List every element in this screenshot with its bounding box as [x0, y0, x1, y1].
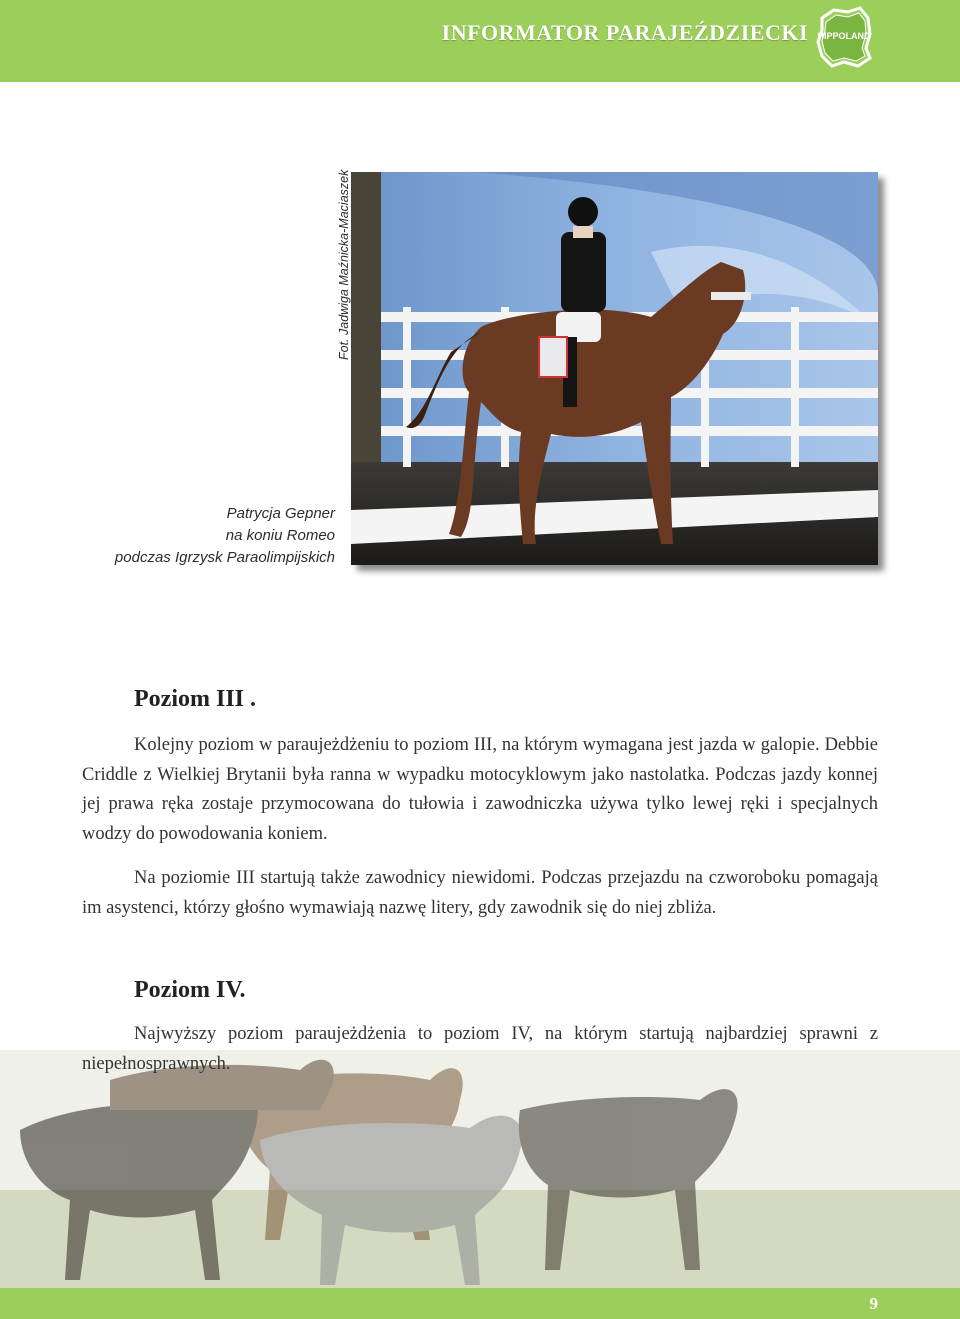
caption-line: podczas Igrzysk Paraolimpijskich	[114, 549, 335, 566]
logo-text: HIPPOLAND	[817, 31, 871, 41]
photo-caption	[60, 503, 335, 569]
section-heading-level-3: Poziom III .	[134, 686, 256, 712]
header-bar	[0, 0, 960, 82]
paragraph: Najwyższy poziom paraujeżdżenia to poziom IV, na którym startują najbardziej sprawni z niepełnosprawnych.	[82, 1024, 878, 1074]
section-heading-level-4: Poziom IV.	[134, 977, 246, 1003]
brand-title: INFORMATOR PARAJEŹDZIECKI	[441, 20, 808, 45]
page-number: 9	[869, 1294, 878, 1313]
rider-horse-image	[351, 172, 878, 565]
dressage-photo	[351, 172, 878, 565]
photo-credit: Fot. Jadwiga Maźnicka-Maciaszek	[337, 169, 351, 360]
footer-bar	[0, 1288, 960, 1319]
caption-line: Patrycja Gepner	[226, 505, 335, 522]
caption-line: na koniu Romeo	[225, 527, 335, 544]
paragraph: Na poziomie III startują także zawodnicy niewidomi. Podczas przejazdu na czworoboku pomagają im asystenci, którzy głośno wymawiają nazwę litery, gdy zawodnik się do niej zbliża.	[82, 868, 878, 918]
hippoland-logo	[814, 4, 874, 70]
paragraph: Kolejny poziom w paraujeżdżeniu to poziom III, na którym wymagana jest jazda w galopie. Debbie Criddle z Wielkiej Brytanii była ranna w wypadku motocyklowym jako nastolatka. Podczas jazdy konnej jej prawa ręka zostaje przymocowana do tułowia i zawodniczka używa tylko lewej ręki i specjalnych wodzy do powodowania koniem.	[82, 735, 878, 844]
